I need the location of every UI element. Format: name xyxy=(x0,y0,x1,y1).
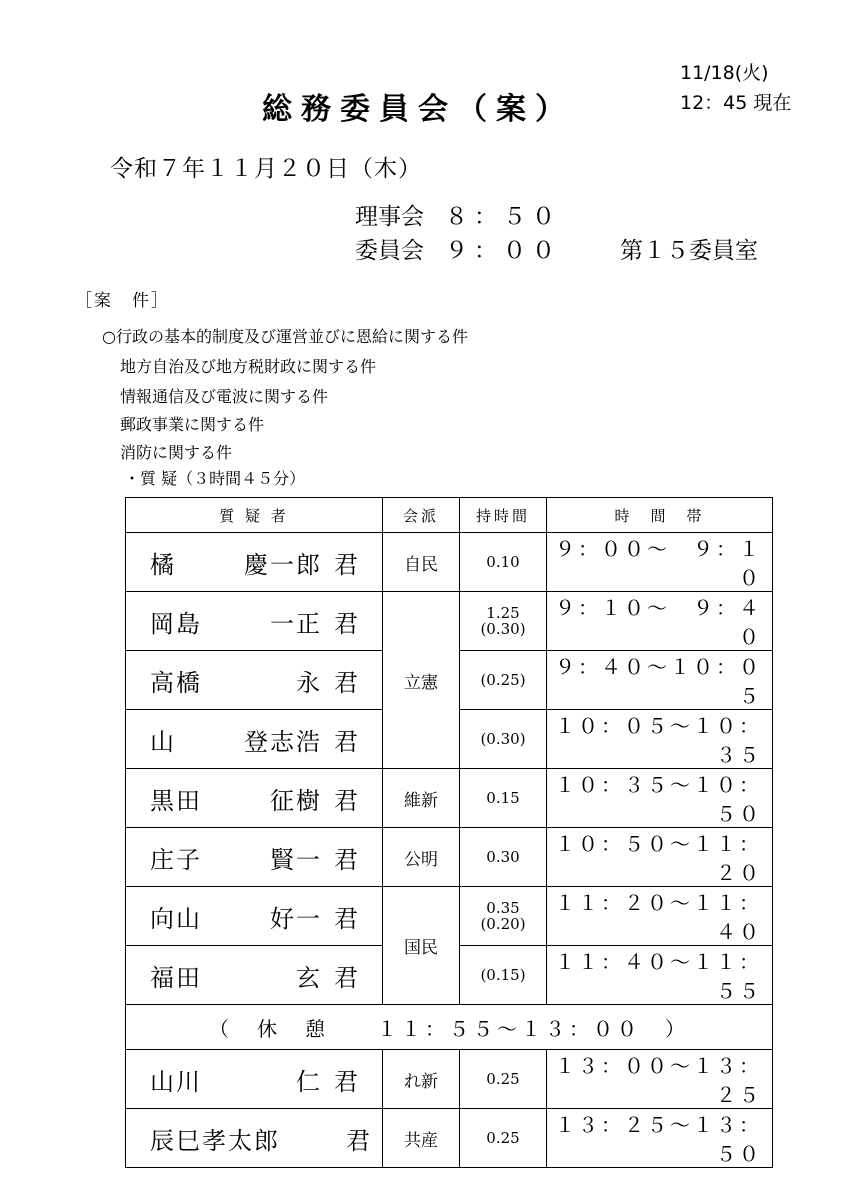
table-row xyxy=(126,828,773,887)
duration: (0.30) xyxy=(460,710,547,769)
questioner-name: 庄子 賢一 君 xyxy=(126,828,383,887)
timeslot: １０：３５～１０：５０ xyxy=(547,769,773,828)
questioner-name: 辰巳孝太郎 君 xyxy=(126,1109,383,1168)
agenda-item: 地方自治及び地方税財政に関する件 xyxy=(120,357,377,376)
duration: 0.15 xyxy=(460,769,547,828)
timeslot: １０：５０～１１：２０ xyxy=(547,828,773,887)
table-row xyxy=(126,887,773,946)
agenda-item: 消防に関する件 xyxy=(120,443,233,462)
questioner-name: 山 登志浩 君 xyxy=(126,710,383,769)
schedule-rijikai-label: 理事会 xyxy=(355,204,424,230)
break-label: （ 休 憩 １１：５５～１３：００ ） xyxy=(126,1005,773,1050)
header-timeslot: 時 間 帯 xyxy=(547,498,773,533)
schedule-iinkai-time: ９：００ xyxy=(445,238,561,264)
break-row xyxy=(126,1005,773,1050)
party: 共産 xyxy=(383,1109,460,1168)
duration: 0.35 (0.20) xyxy=(460,887,547,946)
party: 自民 xyxy=(383,533,460,592)
header-duration: 持時間 xyxy=(460,498,547,533)
table-row xyxy=(126,533,773,592)
party: 立憲 xyxy=(383,592,460,769)
status-time-stamp: 12：45 現在 xyxy=(680,92,792,114)
questioner-name: 山川 仁 君 xyxy=(126,1050,383,1109)
duration: (0.25) xyxy=(460,651,547,710)
questioner-name: 高橋 永 君 xyxy=(126,651,383,710)
agenda-item: 郵政事業に関する件 xyxy=(120,415,265,434)
duration: 0.25 xyxy=(460,1109,547,1168)
duration: 1.25 (0.30) xyxy=(460,592,547,651)
questioner-name: 橘 慶一郎 君 xyxy=(126,533,383,592)
table-header-row xyxy=(126,498,773,533)
schedule-rijikai-time: ８：５０ xyxy=(445,204,561,230)
schedule-iinkai xyxy=(355,232,561,265)
party: 公明 xyxy=(383,828,460,887)
table-row xyxy=(126,769,773,828)
header-name: 質 疑 者 xyxy=(126,498,383,533)
qa-heading: ・質 疑（３時間４５分） xyxy=(124,469,306,488)
timeslot: １３：００～１３：２５ xyxy=(547,1050,773,1109)
questioner-table xyxy=(125,497,773,1168)
timeslot: １１：２０～１１：４０ xyxy=(547,887,773,946)
table-row xyxy=(126,1050,773,1109)
duration: 0.30 xyxy=(460,828,547,887)
table-row xyxy=(126,592,773,651)
status-date-stamp: 11/18(火) xyxy=(680,62,769,84)
meeting-date: 令和７年１１月２０日（木） xyxy=(110,156,422,182)
duration: (0.15) xyxy=(460,946,547,1005)
timeslot: １１：４０～１１：５５ xyxy=(547,946,773,1005)
party: れ新 xyxy=(383,1050,460,1109)
questioner-name: 岡島 一正 君 xyxy=(126,592,383,651)
header-party: 会派 xyxy=(383,498,460,533)
duration: 0.10 xyxy=(460,533,547,592)
timeslot: ９：００～ ９：１０ xyxy=(547,533,773,592)
questioner-name: 福田 玄 君 xyxy=(126,946,383,1005)
schedule-iinkai-label: 委員会 xyxy=(355,238,424,264)
agenda-heading: ［案 件］ xyxy=(75,291,170,311)
agenda-item: 情報通信及び電波に関する件 xyxy=(120,387,329,406)
duration: 0.25 xyxy=(460,1050,547,1109)
questioner-name: 黒田 征樹 君 xyxy=(126,769,383,828)
questioner-name: 向山 好一 君 xyxy=(126,887,383,946)
timeslot: １３：２５～１３：５０ xyxy=(547,1109,773,1168)
page-title: 総務委員会（案） xyxy=(262,92,574,127)
party: 国民 xyxy=(383,887,460,1005)
party: 維新 xyxy=(383,769,460,828)
agenda-item: ○行政の基本的制度及び運営並びに恩給に関する件 xyxy=(102,327,468,346)
timeslot: １０：０５～１０：３５ xyxy=(547,710,773,769)
table-row xyxy=(126,1109,773,1168)
schedule-rijikai xyxy=(355,198,561,231)
schedule-room: 第１５委員室 xyxy=(620,238,758,264)
timeslot: ９：１０～ ９：４０ xyxy=(547,592,773,651)
timeslot: ９：４０～１０：０５ xyxy=(547,651,773,710)
